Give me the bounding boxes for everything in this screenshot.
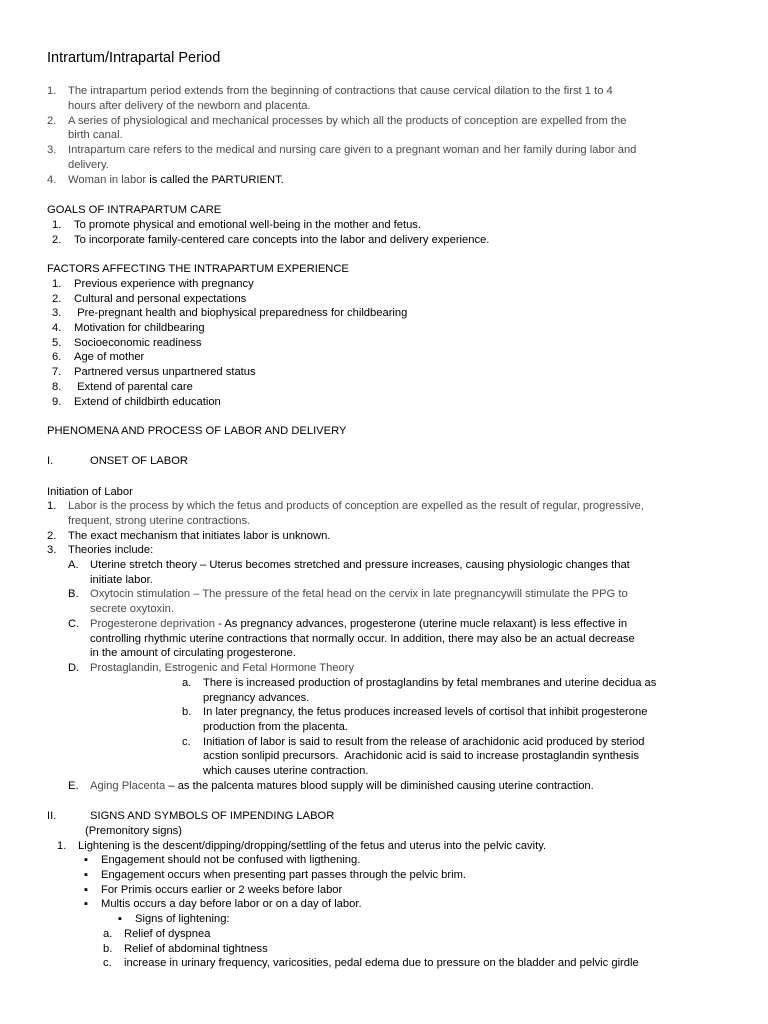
list-item-text: Initiation of labor is said to result from the release of arachidonic acid produced by steriod bbox=[203, 736, 645, 748]
list-item-text: Prostaglandin, Estrogenic and Fetal Hormone Theory bbox=[90, 662, 355, 674]
list-item-text: Motivation for childbearing bbox=[74, 322, 205, 334]
list-item-text: Labor is the process by which the fetus and products of conception are expelled as the result of regular, progressive, bbox=[68, 500, 644, 512]
list-item-text: production from the placenta. bbox=[203, 721, 348, 733]
list-item-text-rest: is called the PARTURIENT. bbox=[146, 174, 284, 186]
list-number: 2. bbox=[52, 293, 62, 305]
list-item-text: hours after delivery of the newborn and placenta. bbox=[68, 100, 311, 112]
list-letter: D. bbox=[68, 662, 80, 674]
list-item-text: Extend of childbirth education bbox=[74, 396, 221, 408]
document-title: Intrartum/Intrapartal Period bbox=[47, 50, 221, 66]
list-item-text: Relief of abdominal tightness bbox=[124, 943, 268, 955]
list-item-text: birth canal. bbox=[68, 129, 123, 141]
list-item-text: Intrapartum care refers to the medical and nursing care given to a pregnant woman and her family during labor and bbox=[68, 144, 637, 156]
list-number: 2. bbox=[52, 234, 62, 246]
list-number: 6. bbox=[52, 351, 62, 363]
list-item-text: Socioeconomic readiness bbox=[74, 337, 202, 349]
list-item-text bbox=[90, 617, 627, 631]
list-number: 8. bbox=[52, 381, 62, 393]
list-item-text: frequent, strong uterine contractions. bbox=[68, 515, 251, 527]
list-number: 2. bbox=[47, 115, 57, 127]
list-item-text: A series of physiological and mechanical processes by which all the products of conception are expelled from the bbox=[68, 115, 627, 127]
list-number: 4. bbox=[52, 322, 62, 334]
section-heading: SIGNS AND SYMBOLS OF IMPENDING LABOR bbox=[90, 810, 335, 822]
list-item-text: Partnered versus unpartnered status bbox=[74, 366, 256, 378]
list-item-text: Signs of lightening: bbox=[135, 913, 230, 925]
section-heading: PHENOMENA AND PROCESS OF LABOR AND DELIVERY bbox=[47, 425, 347, 437]
list-number: 1. bbox=[57, 840, 67, 852]
list-item-text: To incorporate family-centered care concepts into the labor and delivery experience. bbox=[74, 234, 490, 246]
section-subheading: (Premonitory signs) bbox=[85, 825, 182, 837]
list-item-text-rest: - As pregnancy advances, progesterone (uterine mucle relaxant) is less effective in bbox=[215, 618, 628, 630]
roman-numeral: II. bbox=[47, 810, 57, 822]
list-item-text: Engagement should not be confused with ligthening. bbox=[101, 854, 361, 866]
list-item-text: To promote physical and emotional well-being in the mother and fetus. bbox=[74, 219, 422, 231]
bullet-icon: ▪ bbox=[118, 913, 122, 925]
section-heading: ONSET OF LABOR bbox=[90, 455, 189, 467]
list-letter: B. bbox=[68, 588, 79, 600]
list-item-text: Multis occurs a day before labor or on a day of labor. bbox=[101, 898, 362, 910]
list-item-text: For Primis occurs earlier or 2 weeks before labor bbox=[101, 884, 343, 896]
list-item-text: controlling rhythmic uterine contractions that normally occur. In addition, there may also be an actual decrease bbox=[90, 633, 635, 645]
highlight-phrase: Progesterone deprivation bbox=[90, 618, 216, 630]
list-letter: c. bbox=[103, 957, 112, 969]
list-letter: E. bbox=[68, 780, 79, 792]
list-number: 9. bbox=[52, 396, 62, 408]
list-item-text: delivery. bbox=[68, 159, 109, 171]
list-letter: b. bbox=[182, 706, 192, 718]
bullet-icon: ▪ bbox=[84, 884, 88, 896]
list-item-text bbox=[90, 779, 594, 793]
list-item-text: Age of mother bbox=[74, 351, 145, 363]
list-item-text: pregnancy advances. bbox=[203, 692, 310, 704]
list-letter: a. bbox=[182, 677, 192, 689]
roman-numeral: I. bbox=[47, 455, 54, 467]
section-heading: FACTORS AFFECTING THE INTRAPARTUM EXPERIENCE bbox=[47, 263, 349, 275]
list-letter: A. bbox=[68, 559, 79, 571]
list-item-text: Oxytocin stimulation – The pressure of the fetal head on the cervix in late pregnancywill stimulate the PPG to bbox=[90, 588, 628, 600]
list-number: 7. bbox=[52, 366, 62, 378]
list-number: 3. bbox=[47, 544, 57, 556]
bullet-icon: ▪ bbox=[84, 854, 88, 866]
bullet-icon: ▪ bbox=[84, 869, 88, 881]
list-item-text: Theories include: bbox=[68, 544, 154, 556]
list-item-text: secrete oxytoxin. bbox=[90, 603, 174, 615]
list-number: 4. bbox=[47, 174, 57, 186]
list-item-text: The intrapartum period extends from the beginning of contractions that cause cervical dilation to the first 1 to 4 bbox=[68, 85, 613, 97]
list-item-text bbox=[68, 173, 284, 187]
highlight-phrase: Woman in labor bbox=[68, 174, 147, 186]
list-number: 2. bbox=[47, 530, 57, 542]
subsection-heading: Initiation of Labor bbox=[47, 486, 133, 498]
list-item-text: There is increased production of prostaglandins by fetal membranes and uterine decidua as bbox=[203, 677, 657, 689]
list-item-text: which causes uterine contraction. bbox=[203, 765, 369, 777]
section-heading: GOALS OF INTRAPARTUM CARE bbox=[47, 204, 222, 216]
list-item-text: Uterine stretch theory – Uterus becomes stretched and pressure increases, causing physiologic changes that bbox=[90, 559, 630, 571]
list-item-text: in the amount of circulating progesterone. bbox=[90, 647, 296, 659]
list-item-text: Engagement occurs when presenting part passes through the pelvic brim. bbox=[101, 869, 467, 881]
list-number: 1. bbox=[47, 500, 57, 512]
list-letter: c. bbox=[182, 736, 191, 748]
list-item-text: increase in urinary frequency, varicosities, pedal edema due to pressure on the bladder and pelvic girdle bbox=[124, 957, 639, 969]
list-letter: a. bbox=[103, 928, 113, 940]
list-letter: b. bbox=[103, 943, 113, 955]
list-item-text: Extend of parental care bbox=[74, 381, 193, 393]
list-number: 1. bbox=[52, 219, 62, 231]
highlight-phrase: Aging Placenta bbox=[90, 780, 166, 792]
bullet-icon: ▪ bbox=[84, 898, 88, 910]
list-letter: C. bbox=[68, 618, 80, 630]
list-number: 3. bbox=[52, 307, 62, 319]
list-item-text: acstion sonlipid precursors. Arachidonic acid is said to increase prostaglandin synthesis bbox=[203, 750, 639, 762]
list-number: 5. bbox=[52, 337, 62, 349]
list-item-text: In later pregnancy, the fetus produces increased levels of cortisol that inhibit progesterone bbox=[203, 706, 648, 718]
list-number: 3. bbox=[47, 144, 57, 156]
list-number: 1. bbox=[52, 278, 62, 290]
list-item-text: initiate labor. bbox=[90, 574, 153, 586]
list-item-text: Cultural and personal expectations bbox=[74, 293, 247, 305]
list-item-text: Relief of dyspnea bbox=[124, 928, 211, 940]
list-number: 1. bbox=[47, 85, 57, 97]
list-item-text: Pre-pregnant health and biophysical preparedness for childbearing bbox=[74, 307, 408, 319]
list-item-text: Previous experience with pregnancy bbox=[74, 278, 254, 290]
list-item-text-rest: – as the palcenta matures blood supply will be diminished causing uterine contraction. bbox=[165, 780, 594, 792]
list-item-text: Lightening is the descent/dipping/dropping/settling of the fetus and uterus into the pelvic cavity. bbox=[78, 840, 547, 852]
list-item-text: The exact mechanism that initiates labor is unknown. bbox=[68, 530, 331, 542]
